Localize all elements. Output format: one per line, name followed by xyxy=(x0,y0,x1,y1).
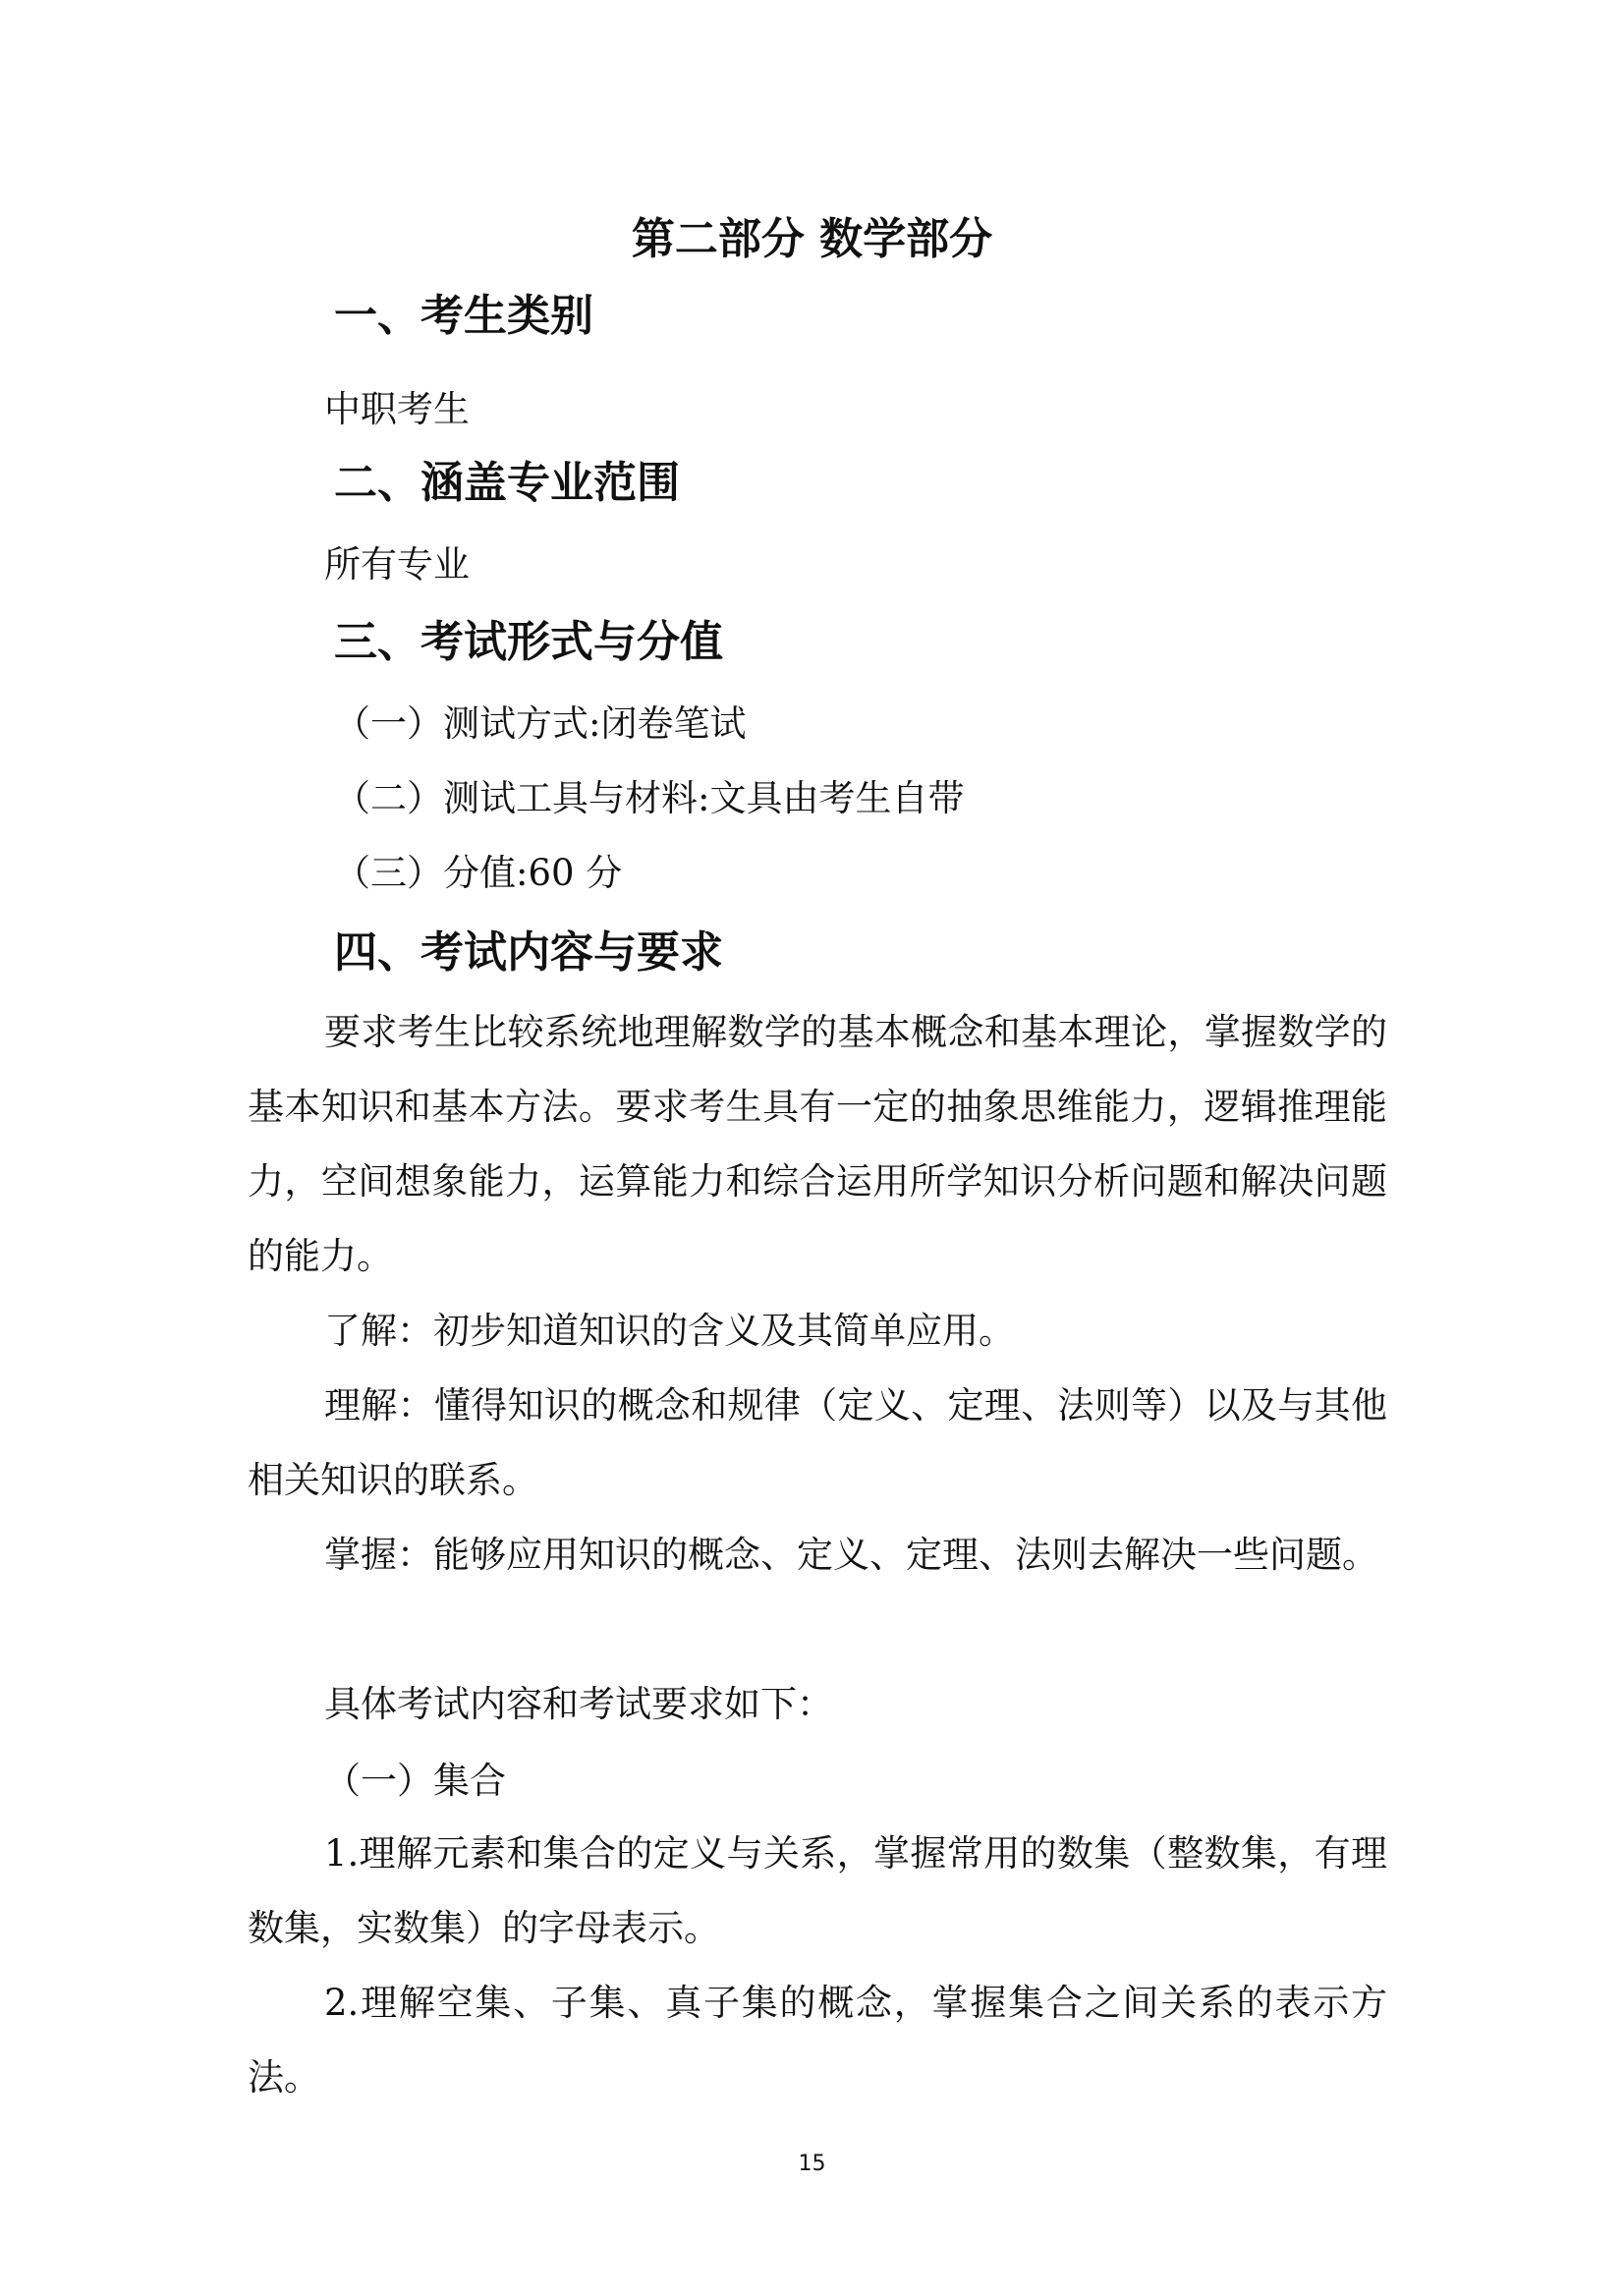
page-number: 15 xyxy=(798,2152,826,2176)
page-title: 第二部分 数学部分 xyxy=(631,214,993,264)
section-heading-major-scope: 二、涵盖专业范围 xyxy=(334,458,680,508)
section-heading-exam-content: 四、考试内容与要求 xyxy=(334,927,723,978)
exam-format-item: （三）分值:60 分 xyxy=(334,852,623,894)
section-body-major-scope: 所有专业 xyxy=(324,543,470,586)
content-point-1: 1.理解元素和集合的定义与关系，掌握常用的数集（整数集，有理数集，实数集）的字母表示。 xyxy=(248,1832,1387,1949)
section-heading-exam-format: 三、考试形式与分值 xyxy=(334,617,723,667)
content-paragraph-understand-level-1: 了解：初步知道知识的含义及其简单应用。 xyxy=(324,1310,1015,1352)
content-paragraph-intro: 具体考试内容和考试要求如下： xyxy=(324,1683,833,1725)
section-heading-examinee-category: 一、考生类别 xyxy=(334,291,593,341)
content-paragraph-overview: 要求考生比较系统地理解数学的基本概念和基本理论，掌握数学的基本知识和基本方法。要求考生具有一定的抽象思维能力，逻辑推理能力，空间想象能力，运算能力和综合运用所学知识分析问题和解决问题的能力。 xyxy=(248,1011,1387,1277)
content-paragraph-understand-level-2: 理解：懂得知识的概念和规律（定义、定理、法则等）以及与其他相关知识的联系。 xyxy=(248,1384,1387,1501)
exam-format-item: （二）测试工具与材料:文具由考生自带 xyxy=(334,777,965,819)
content-paragraph-master-level: 掌握：能够应用知识的概念、定义、定理、法则去解决一些问题。 xyxy=(324,1534,1378,1576)
exam-format-item: （一）测试方式:闭卷笔试 xyxy=(334,702,747,745)
subsection-heading-sets: （一）集合 xyxy=(324,1760,506,1802)
content-point-2: 2.理解空集、子集、真子集的概念，掌握集合之间关系的表示方法。 xyxy=(248,1982,1387,2099)
section-body-examinee-category: 中职考生 xyxy=(324,388,470,430)
